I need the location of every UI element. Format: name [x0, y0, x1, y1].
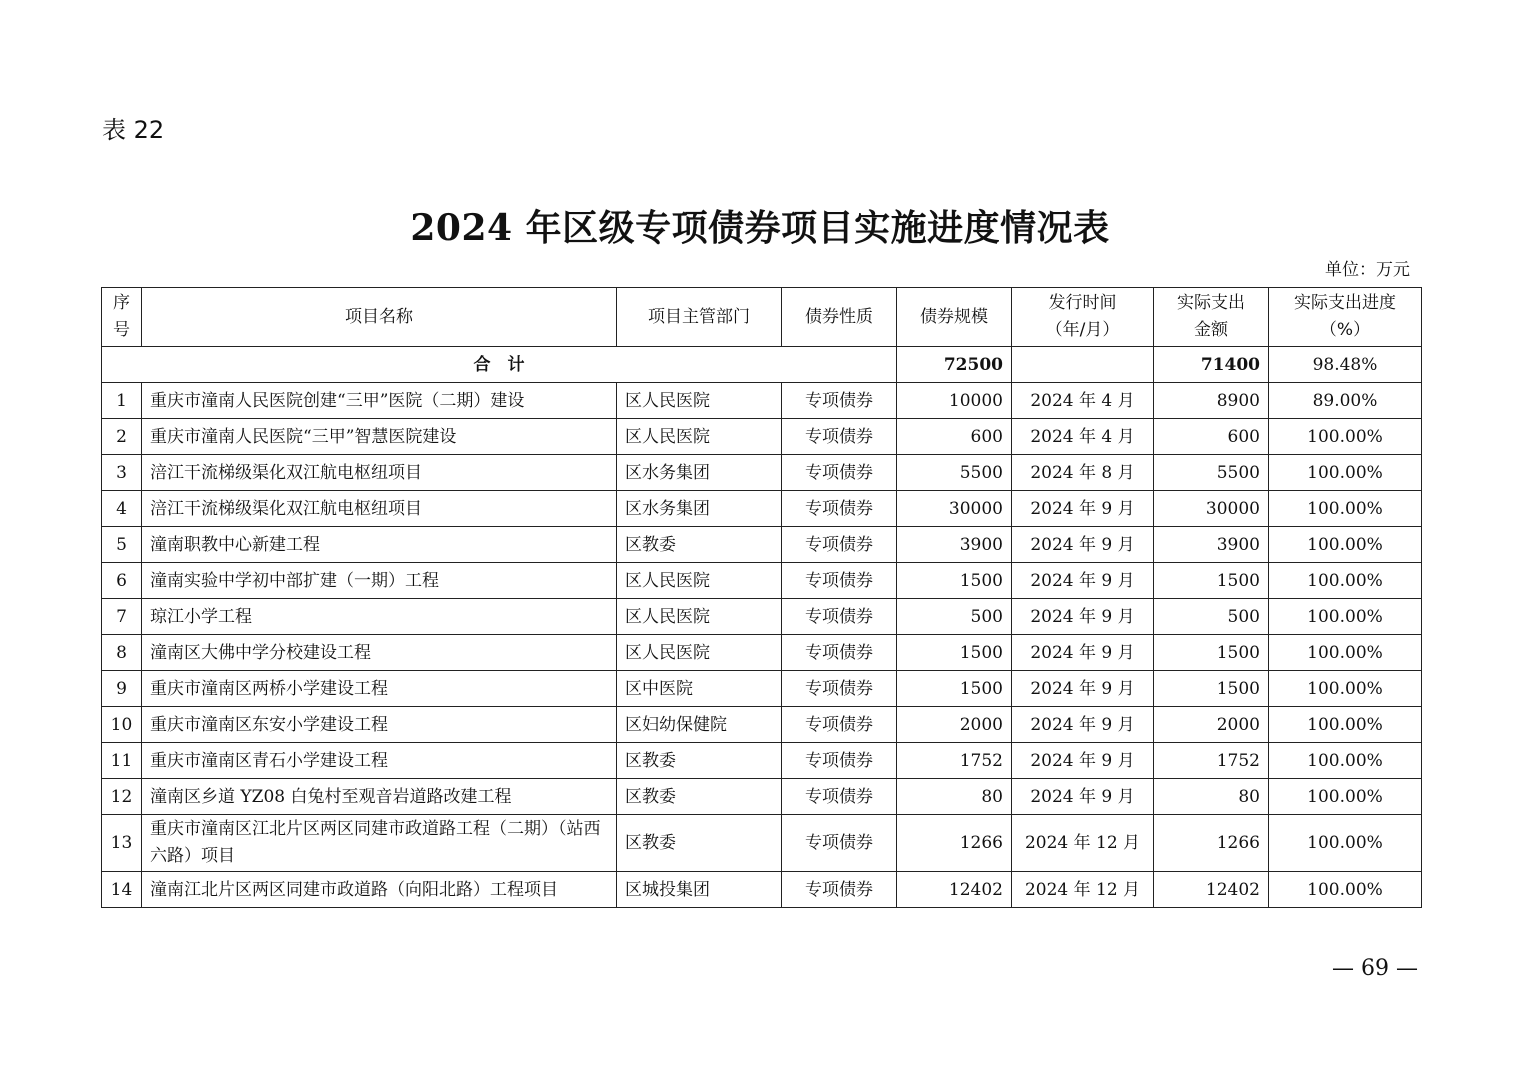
cell-project-name: 重庆市潼南人民医院创建“三甲”医院（二期）建设	[142, 383, 617, 419]
cell-actual-spend: 8900	[1154, 383, 1269, 419]
header-actual-spend: 实际支出 金额	[1154, 288, 1269, 347]
cell-bond-scale: 12402	[897, 872, 1012, 908]
cell-department: 区水务集团	[617, 455, 782, 491]
cell-bond-type: 专项债券	[782, 599, 897, 635]
cell-actual-spend: 1266	[1154, 815, 1269, 872]
table-row	[102, 671, 1422, 707]
header-project-name: 项目名称	[142, 288, 617, 347]
cell-department: 区人民医院	[617, 563, 782, 599]
cell-seq: 14	[102, 872, 142, 908]
table-row	[102, 527, 1422, 563]
table-header-row	[102, 288, 1422, 347]
cell-department: 区中医院	[617, 671, 782, 707]
cell-project-name: 重庆市潼南人民医院“三甲”智慧医院建设	[142, 419, 617, 455]
cell-bond-type: 专项债券	[782, 707, 897, 743]
cell-department: 区人民医院	[617, 419, 782, 455]
table-row	[102, 707, 1422, 743]
cell-actual-spend: 1752	[1154, 743, 1269, 779]
cell-issue-time: 2024 年 9 月	[1012, 491, 1154, 527]
cell-spend-progress: 100.00%	[1269, 707, 1422, 743]
cell-seq: 10	[102, 707, 142, 743]
cell-spend-progress: 100.00%	[1269, 635, 1422, 671]
cell-spend-progress: 100.00%	[1269, 419, 1422, 455]
cell-project-name: 涪江干流梯级渠化双江航电枢纽项目	[142, 491, 617, 527]
cell-project-name: 重庆市潼南区青石小学建设工程	[142, 743, 617, 779]
unit-note: 单位：万元	[1325, 260, 1410, 280]
header-seq: 序 号	[102, 288, 142, 347]
cell-issue-time: 2024 年 9 月	[1012, 527, 1154, 563]
table-row	[102, 419, 1422, 455]
cell-actual-spend: 80	[1154, 779, 1269, 815]
cell-actual-spend: 30000	[1154, 491, 1269, 527]
cell-bond-type: 专项债券	[782, 815, 897, 872]
cell-spend-progress: 100.00%	[1269, 527, 1422, 563]
cell-issue-time: 2024 年 4 月	[1012, 383, 1154, 419]
cell-actual-spend: 12402	[1154, 872, 1269, 908]
table-row	[102, 563, 1422, 599]
table-row	[102, 491, 1422, 527]
table-row	[102, 872, 1422, 908]
cell-project-name: 潼南职教中心新建工程	[142, 527, 617, 563]
cell-actual-spend: 1500	[1154, 671, 1269, 707]
cell-issue-time: 2024 年 8 月	[1012, 455, 1154, 491]
cell-issue-time: 2024 年 12 月	[1012, 815, 1154, 872]
header-department: 项目主管部门	[617, 288, 782, 347]
header-bond-scale: 债券规模	[897, 288, 1012, 347]
cell-bond-type: 专项债券	[782, 419, 897, 455]
header-spend-progress: 实际支出进度 （%）	[1269, 288, 1422, 347]
cell-seq: 11	[102, 743, 142, 779]
cell-project-name: 潼南区大佛中学分校建设工程	[142, 635, 617, 671]
cell-seq: 12	[102, 779, 142, 815]
cell-bond-scale: 3900	[897, 527, 1012, 563]
total-scale: 72500	[897, 347, 1012, 383]
bond-project-table	[101, 287, 1422, 908]
cell-bond-type: 专项债券	[782, 743, 897, 779]
cell-spend-progress: 100.00%	[1269, 815, 1422, 872]
cell-issue-time: 2024 年 9 月	[1012, 743, 1154, 779]
cell-actual-spend: 3900	[1154, 527, 1269, 563]
cell-spend-progress: 100.00%	[1269, 872, 1422, 908]
cell-department: 区教委	[617, 779, 782, 815]
cell-bond-type: 专项债券	[782, 872, 897, 908]
cell-department: 区人民医院	[617, 635, 782, 671]
cell-actual-spend: 5500	[1154, 455, 1269, 491]
cell-seq: 5	[102, 527, 142, 563]
cell-seq: 4	[102, 491, 142, 527]
cell-bond-scale: 80	[897, 779, 1012, 815]
cell-bond-scale: 1500	[897, 671, 1012, 707]
cell-issue-time: 2024 年 12 月	[1012, 872, 1154, 908]
cell-seq: 13	[102, 815, 142, 872]
cell-project-name: 涪江干流梯级渠化双江航电枢纽项目	[142, 455, 617, 491]
cell-bond-scale: 2000	[897, 707, 1012, 743]
table-row	[102, 455, 1422, 491]
document-title: 2024 年区级专项债券项目实施进度情况表	[410, 207, 1110, 249]
cell-department: 区城投集团	[617, 872, 782, 908]
cell-issue-time: 2024 年 9 月	[1012, 707, 1154, 743]
cell-department: 区教委	[617, 527, 782, 563]
cell-spend-progress: 100.00%	[1269, 671, 1422, 707]
cell-actual-spend: 600	[1154, 419, 1269, 455]
cell-actual-spend: 1500	[1154, 563, 1269, 599]
cell-bond-scale: 600	[897, 419, 1012, 455]
cell-issue-time: 2024 年 9 月	[1012, 563, 1154, 599]
header-issue-time: 发行时间 （年/月）	[1012, 288, 1154, 347]
cell-issue-time: 2024 年 9 月	[1012, 599, 1154, 635]
cell-seq: 2	[102, 419, 142, 455]
cell-bond-type: 专项债券	[782, 383, 897, 419]
cell-project-name: 潼南江北片区两区同建市政道路（向阳北路）工程项目	[142, 872, 617, 908]
table-row	[102, 743, 1422, 779]
cell-bond-scale: 1752	[897, 743, 1012, 779]
cell-bond-scale: 5500	[897, 455, 1012, 491]
cell-bond-scale: 1500	[897, 635, 1012, 671]
table-label: 表 22	[102, 116, 165, 144]
cell-bond-type: 专项债券	[782, 671, 897, 707]
total-row	[102, 347, 1422, 383]
cell-bond-scale: 10000	[897, 383, 1012, 419]
cell-bond-type: 专项债券	[782, 527, 897, 563]
cell-issue-time: 2024 年 9 月	[1012, 635, 1154, 671]
cell-project-name: 重庆市潼南区东安小学建设工程	[142, 707, 617, 743]
cell-bond-type: 专项债券	[782, 635, 897, 671]
cell-actual-spend: 2000	[1154, 707, 1269, 743]
total-label: 合 计	[102, 347, 897, 383]
cell-department: 区妇幼保健院	[617, 707, 782, 743]
cell-spend-progress: 100.00%	[1269, 743, 1422, 779]
cell-issue-time: 2024 年 4 月	[1012, 419, 1154, 455]
cell-department: 区教委	[617, 815, 782, 872]
cell-seq: 1	[102, 383, 142, 419]
total-issue	[1012, 347, 1154, 383]
cell-bond-scale: 1266	[897, 815, 1012, 872]
cell-bond-type: 专项债券	[782, 455, 897, 491]
cell-spend-progress: 100.00%	[1269, 455, 1422, 491]
cell-bond-scale: 1500	[897, 563, 1012, 599]
cell-seq: 6	[102, 563, 142, 599]
header-bond-type: 债券性质	[782, 288, 897, 347]
total-spend: 71400	[1154, 347, 1269, 383]
table-row	[102, 815, 1422, 872]
cell-project-name: 潼南区乡道 YZ08 白兔村至观音岩道路改建工程	[142, 779, 617, 815]
cell-bond-type: 专项债券	[782, 779, 897, 815]
cell-spend-progress: 100.00%	[1269, 779, 1422, 815]
cell-project-name: 潼南实验中学初中部扩建（一期）工程	[142, 563, 617, 599]
cell-actual-spend: 1500	[1154, 635, 1269, 671]
cell-spend-progress: 100.00%	[1269, 563, 1422, 599]
cell-bond-type: 专项债券	[782, 563, 897, 599]
cell-department: 区人民医院	[617, 383, 782, 419]
cell-spend-progress: 100.00%	[1269, 599, 1422, 635]
cell-seq: 7	[102, 599, 142, 635]
cell-project-name: 重庆市潼南区两桥小学建设工程	[142, 671, 617, 707]
cell-project-name: 重庆市潼南区江北片区两区同建市政道路工程（二期）（站西六路）项目	[142, 815, 617, 872]
cell-bond-scale: 30000	[897, 491, 1012, 527]
cell-project-name: 琼江小学工程	[142, 599, 617, 635]
table-row	[102, 599, 1422, 635]
cell-department: 区教委	[617, 743, 782, 779]
cell-bond-scale: 500	[897, 599, 1012, 635]
cell-seq: 3	[102, 455, 142, 491]
cell-bond-type: 专项债券	[782, 491, 897, 527]
cell-spend-progress: 100.00%	[1269, 491, 1422, 527]
cell-department: 区人民医院	[617, 599, 782, 635]
cell-spend-progress: 89.00%	[1269, 383, 1422, 419]
page-number: — 69 —	[1332, 956, 1418, 981]
table-row	[102, 635, 1422, 671]
total-progress: 98.48%	[1269, 347, 1422, 383]
cell-issue-time: 2024 年 9 月	[1012, 671, 1154, 707]
table-row	[102, 779, 1422, 815]
table-row	[102, 383, 1422, 419]
cell-issue-time: 2024 年 9 月	[1012, 779, 1154, 815]
cell-seq: 8	[102, 635, 142, 671]
cell-actual-spend: 500	[1154, 599, 1269, 635]
cell-department: 区水务集团	[617, 491, 782, 527]
cell-seq: 9	[102, 671, 142, 707]
